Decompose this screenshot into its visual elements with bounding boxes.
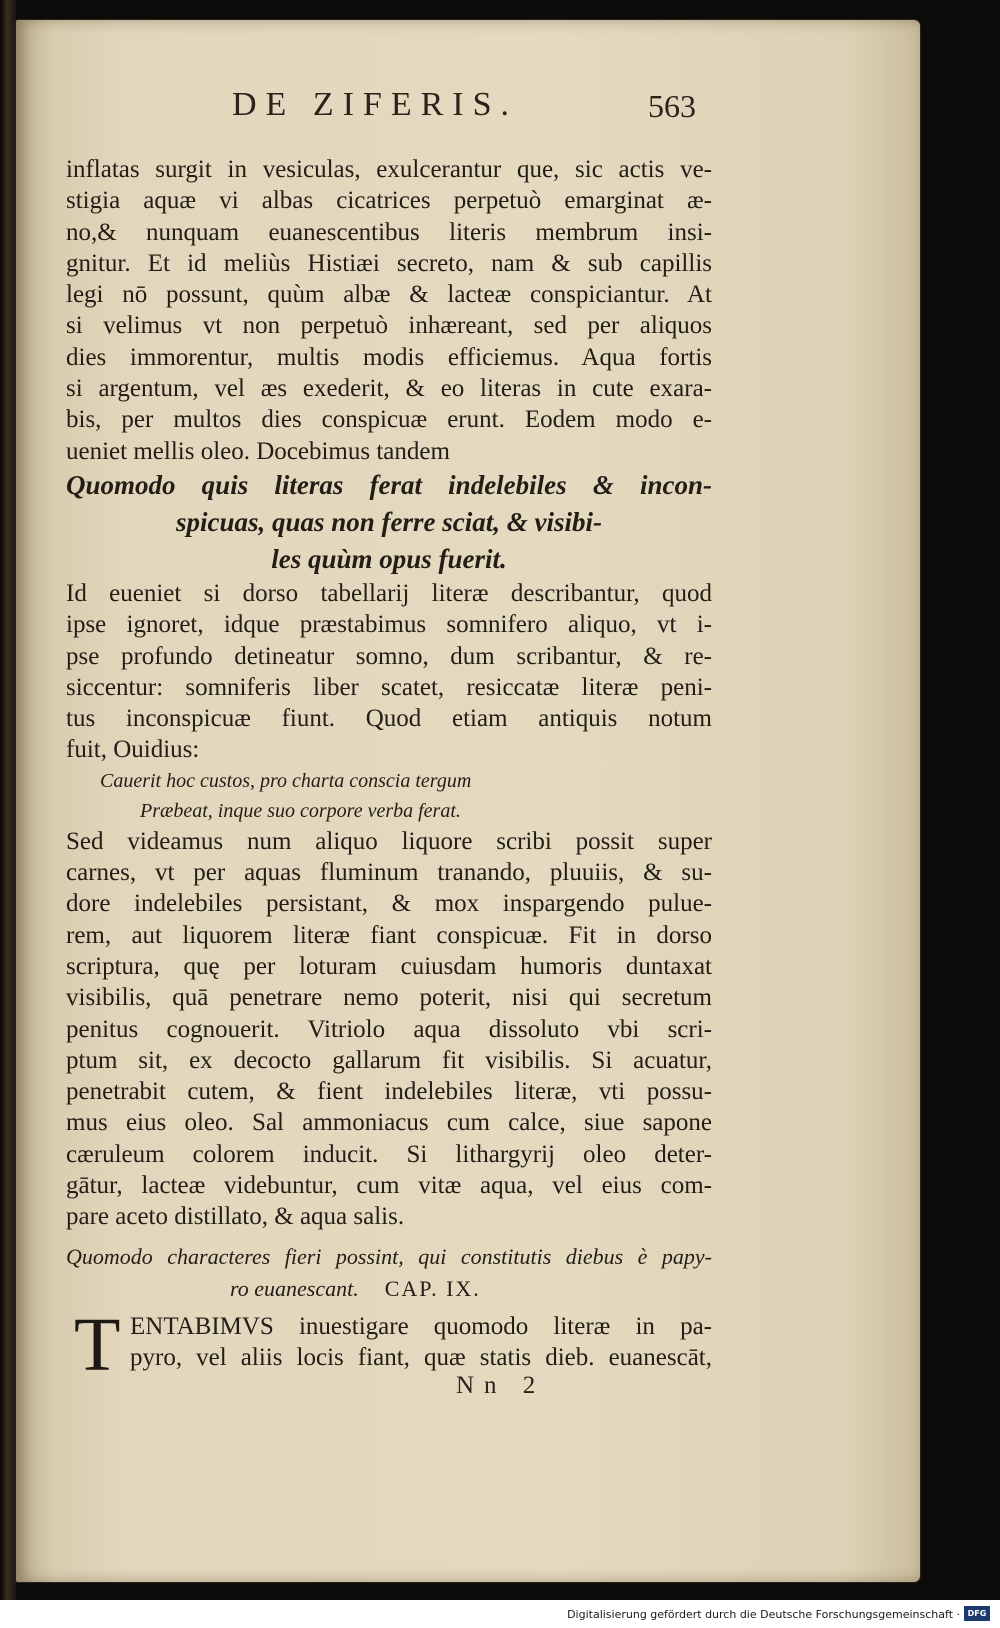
chapter-heading-line <box>66 1273 712 1305</box>
text-line: pse profundo detineatur somno, dum scribantur, & re- <box>66 642 712 670</box>
text-line: penetrabit cutem, & fient indelebiles literæ, vti possu- <box>66 1078 712 1106</box>
dfg-logo: DFG <box>964 1606 990 1621</box>
book-spine <box>0 0 16 1628</box>
page-number: 563 <box>648 88 696 124</box>
text-line: ENTABIMVS inuestigare quomodo literæ in pa- <box>130 1312 712 1340</box>
text-line: si velimus vt non perpetuò inhæreant, sed per aliquos <box>66 312 712 340</box>
text-line: no,& nunquam euanescentibus literis membrum insi- <box>66 218 712 246</box>
text-line: inflatas surgit in vesiculas, exulcerantur que, sic actis ve- <box>66 156 712 183</box>
signature-mark: Nn 2 <box>456 1372 546 1399</box>
section-heading-line: Quomodo quis literas ferat indelebiles & incon- <box>66 469 712 500</box>
text-line: pyro, vel aliis locis fiant, quæ statis dieb. euanescāt, <box>130 1343 712 1371</box>
text-line: Sed videamus num aliquo liquore scribi possit super <box>66 827 712 855</box>
text-line: stigia aquæ vi albas cicatrices perpetuò emarginat æ- <box>66 187 712 215</box>
text-line: dore indelebiles persistant, & mox inspargendo pulue- <box>66 890 712 918</box>
funding-credit: Digitalisierung gefördert durch die Deutsche Forschungsgemeinschaft · <box>567 1608 960 1621</box>
chapter-heading <box>66 1241 712 1305</box>
section-heading-line: les quùm opus fuerit. <box>271 543 507 574</box>
text-line: rem, aut liquorem literæ fiant conspicuæ. Fit in dorso <box>66 921 712 949</box>
page-header <box>16 86 920 134</box>
chapter-opening-text <box>130 1311 712 1374</box>
text-line: Id eueniet si dorso tabellarij literæ describantur, quod <box>66 579 712 607</box>
text-line: ipse ignoret, idque præstabimus somnifero aliquo, vt i- <box>66 611 712 639</box>
section-heading-line: spicuas, quas non ferre sciat, & visibi- <box>175 506 603 537</box>
text-line: gnitur. Et id meliùs Histiæi secreto, nam & sub capillis <box>66 249 712 277</box>
verse-line: Cauerit hoc custos, pro charta conscia tergum <box>100 769 472 792</box>
text-line: carnes, vt per aquas fluminum tranando, pluuiis, & su- <box>66 859 712 887</box>
text-line: legi nō possunt, quùm albæ & lacteæ conspiciantur. At <box>66 281 712 309</box>
text-line: siccentur: somniferis liber scatet, resiccatæ literæ peni- <box>66 673 712 701</box>
book-page <box>16 20 920 1582</box>
text-line: tus inconspicuæ fiunt. Quod etiam antiquis notum <box>66 705 712 733</box>
verse-line: Præbeat, inque suo corpore verba ferat. <box>140 799 461 822</box>
text-line: fuit, Ouidius: <box>66 736 200 764</box>
text-line: cæruleum colorem inducit. Si lithargyrij oleo deter- <box>66 1140 712 1168</box>
text-line: scriptura, quę per loturam cuiusdam humoris duntaxat <box>66 952 712 980</box>
text-line: bis, per multos dies conspicuæ erunt. Eodem modo e- <box>66 406 712 434</box>
digitization-footer <box>0 1600 1000 1628</box>
text-line: visibilis, quā penetrare nemo poterit, nisi qui secretum <box>66 984 712 1012</box>
text-line: si argentum, vel æs exederit, & eo literas in cute exara- <box>66 375 712 403</box>
text-line: pare aceto distillato, & aqua salis. <box>66 1203 405 1231</box>
chapter-heading-text: ro euanescant. <box>230 1275 359 1301</box>
text-line: penitus cognouerit. Vitriolo aqua dissoluto vbi scri- <box>66 1015 712 1043</box>
text-line: mus eius oleo. Sal ammoniacus cum calce, siue sapone <box>66 1109 712 1137</box>
chapter-label: CAP. IX. <box>384 1275 481 1301</box>
text-line: ueniet mellis oleo. Docebimus tandem <box>66 437 450 465</box>
drop-cap: T <box>74 1302 121 1387</box>
running-title: DE ZIFERIS. <box>232 86 518 123</box>
text-line: dies immorentur, multis modis efficiemus. Aqua fortis <box>66 343 712 371</box>
text-line: gātur, lacteæ videbuntur, cum vitæ aqua, vel eius com- <box>66 1172 712 1200</box>
text-line: ptum sit, ex decocto gallarum fit visibilis. Si acuatur, <box>66 1046 712 1074</box>
chapter-heading-line: Quomodo characteres fieri possint, qui constitutis diebus è papy- <box>66 1243 712 1269</box>
